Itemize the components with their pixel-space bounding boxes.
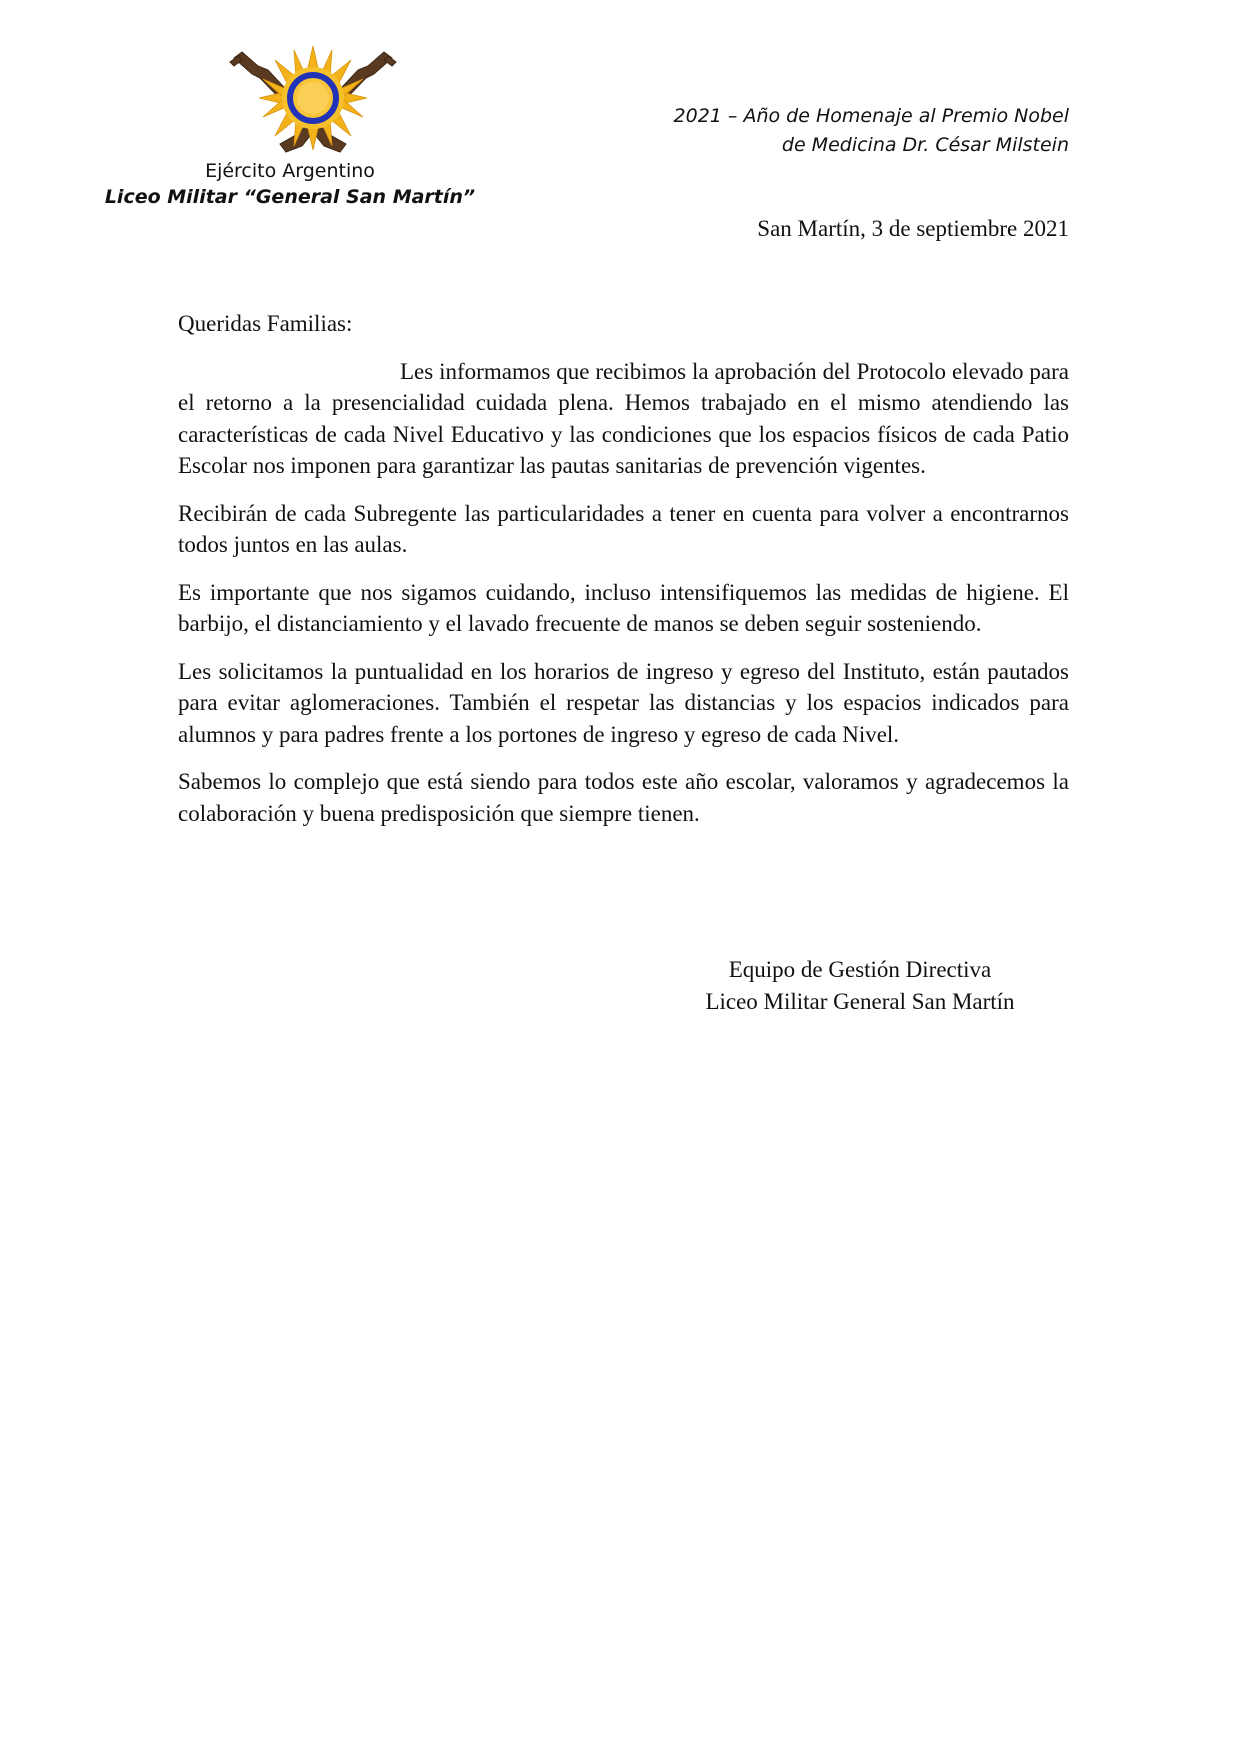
institution-name: Ejército Argentino [205, 160, 375, 182]
paragraph: Les informamos que recibimos la aprobación del Protocolo elevado para el retorno a la presencialidad cuidada plena. Hemos trabajado en el mismo atendiendo las características de cada Nivel Educativo y las condiciones que los espacios físicos de cada Patio Escolar nos imponen para garantizar las pautas sanitarias de prevención vigentes. [178, 358, 1069, 478]
paragraph: Es importante que nos sigamos cuidando, incluso intensifiquemos las medidas de higiene. El barbijo, el distanciamiento y el lavado frecuente de manos se deben seguir sosteniendo. [178, 579, 1069, 636]
salutation: Queridas Familias: [178, 311, 353, 336]
signature-team: Equipo de Gestión Directiva [728, 957, 992, 982]
year-motto [549, 102, 1069, 160]
paragraph: Sabemos lo complejo que está siendo para todos este año escolar, valoramos y agradecemos la colaboración y buena predisposición que siempre tienen. [178, 769, 1069, 826]
year-motto-line1: 2021 – Año de Homenaje al Premio Nobel [673, 105, 1069, 127]
letter-date: San Martín, 3 de septiembre 2021 [757, 216, 1069, 241]
paragraph: Recibirán de cada Subregente las particularidades a tener en cuenta para volver a encontrarnos todos juntos en las aulas. [178, 500, 1069, 557]
year-motto-line2: de Medicina Dr. César Milstein [781, 134, 1069, 156]
signature-block [640, 954, 1080, 1017]
letter-body [178, 308, 1069, 845]
institution-block [100, 158, 480, 210]
signature-institution: Liceo Militar General San Martín [705, 988, 1015, 1014]
school-name: Liceo Militar “General San Martín” [104, 186, 476, 208]
paragraph: Les solicitamos la puntualidad en los horarios de ingreso y egreso del Instituto, están pautados para evitar aglomeraciones. También el respetar las distancias y los espacios indicados para alumnos y para padres frente a los portones de ingreso y egreso de cada Nivel. [178, 658, 1069, 747]
army-sun-emblem-icon [228, 44, 398, 160]
